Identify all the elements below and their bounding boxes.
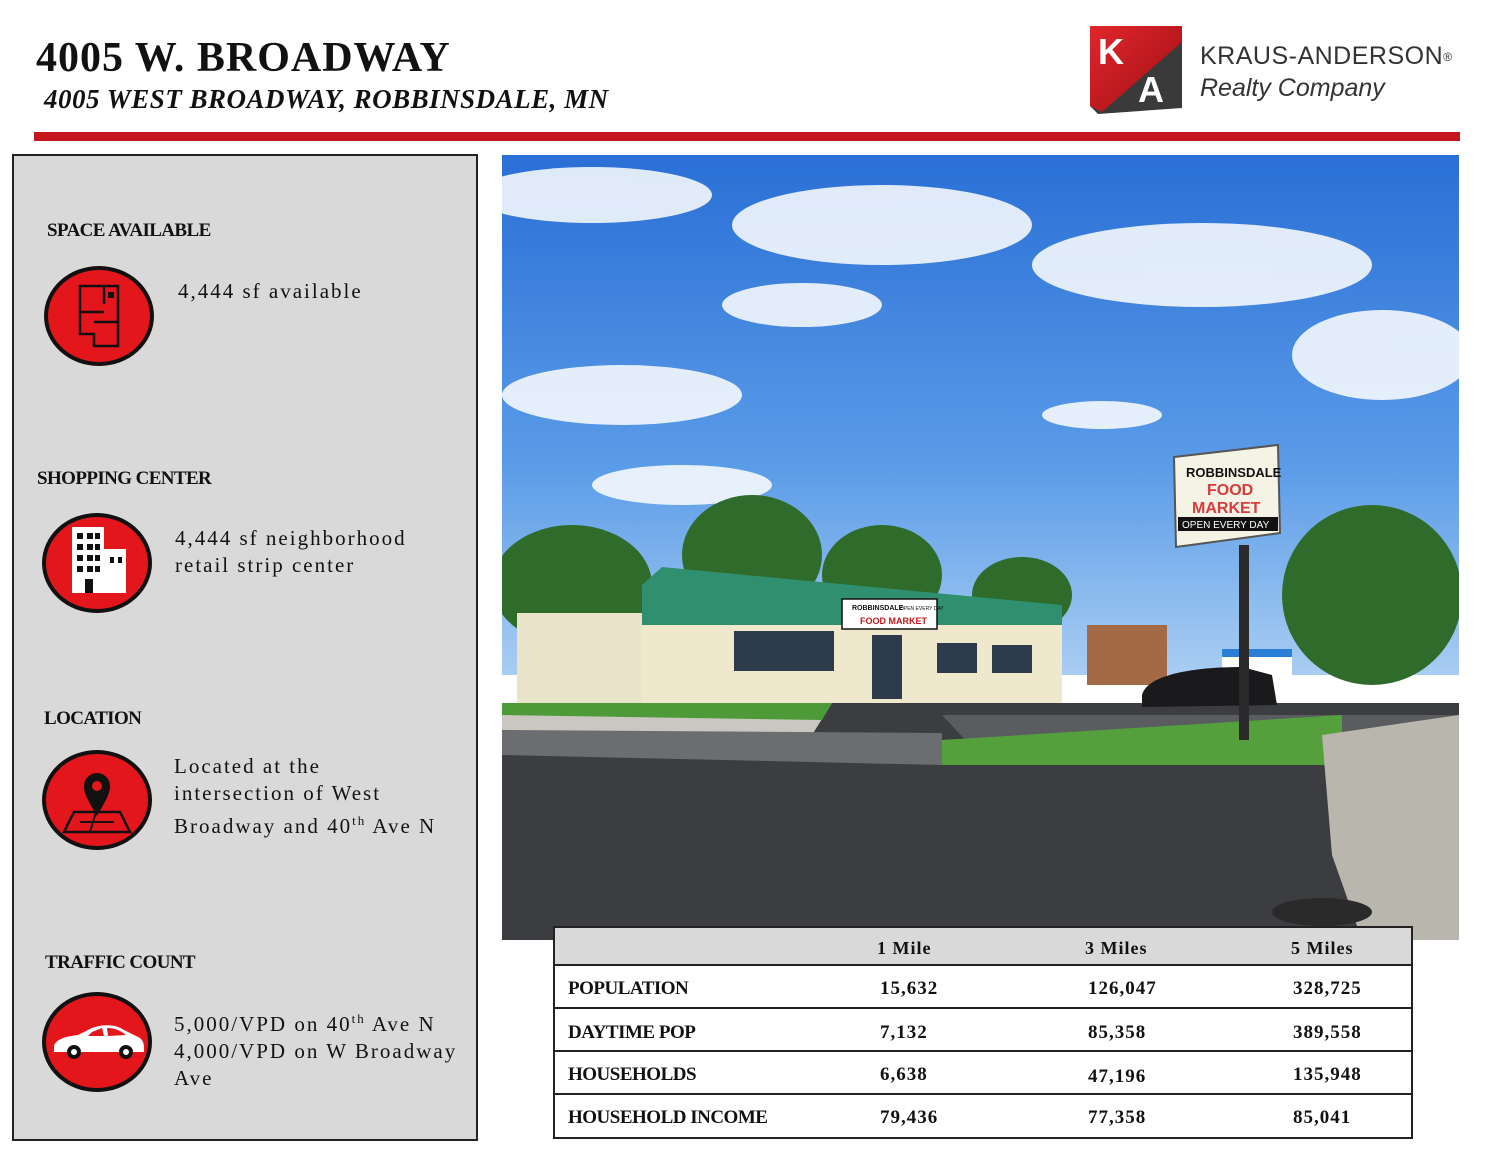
pole-sign-line-1: ROBBINSDALE — [1186, 465, 1282, 480]
badge-letter-a: A — [1138, 69, 1164, 110]
shopping-center-line-2: retail strip center — [175, 553, 356, 577]
table-row — [555, 1009, 1411, 1052]
row-label: HOUSEHOLDS — [568, 1064, 697, 1085]
table-cell: 389,558 — [1293, 1022, 1362, 1043]
location-heading: LOCATION — [44, 708, 142, 729]
pole-sign-line-3: MARKET — [1192, 500, 1261, 517]
badge-letter-k: K — [1098, 31, 1124, 72]
column-header-5-miles: 5 Miles — [1291, 938, 1354, 958]
buildings-icon — [40, 511, 154, 615]
property-summary-panel — [12, 154, 478, 1141]
registered-mark: ® — [1443, 50, 1453, 64]
row-label: HOUSEHOLD INCOME — [568, 1107, 768, 1128]
storefront-sign-line-3: OPEN EVERY DAY — [900, 606, 944, 612]
table-cell: 85,041 — [1293, 1107, 1352, 1128]
table-cell: 15,632 — [880, 978, 939, 999]
storefront-scene — [502, 155, 1459, 940]
column-header-3-miles: 3 Miles — [1085, 938, 1148, 958]
traffic-count-text — [174, 1005, 457, 1092]
traffic-line-3: Ave — [174, 1066, 214, 1090]
location-line-3 — [174, 807, 436, 840]
shopping-center-line-1: 4,444 sf neighborhood — [175, 526, 407, 550]
storefront-sign-line-1: ROBBINSDALE — [852, 605, 904, 612]
table-cell: 126,047 — [1088, 978, 1157, 999]
location-text — [174, 753, 436, 840]
table-cell: 328,725 — [1293, 978, 1362, 999]
table-row — [555, 966, 1411, 1009]
traffic-count-heading: TRAFFIC COUNT — [45, 952, 196, 973]
table-cell: 47,196 — [1088, 1066, 1147, 1087]
location-line-2: intersection of West — [174, 781, 382, 805]
row-label: POPULATION — [568, 978, 689, 999]
demographics-table — [553, 926, 1413, 1139]
table-cell: 135,948 — [1293, 1064, 1362, 1085]
traffic-ordinal-suffix: th — [351, 1011, 366, 1026]
location-ordinal-suffix: th — [352, 813, 367, 828]
pole-sign-line-4: OPEN EVERY DAY — [1182, 520, 1270, 531]
space-available-text: 4,444 sf available — [178, 279, 363, 303]
header-divider — [34, 132, 1460, 141]
table-cell: 7,132 — [880, 1022, 928, 1043]
page-title: 4005 W. BROADWAY — [36, 35, 451, 81]
table-row — [555, 1095, 1411, 1138]
storefront-sign-line-2: FOOD MARKET — [860, 616, 927, 626]
company-tagline: Realty Company — [1200, 74, 1385, 102]
table-cell: 79,436 — [880, 1107, 939, 1128]
shopping-center-heading: SHOPPING CENTER — [37, 468, 212, 489]
location-line-3-end: Ave N — [366, 814, 437, 838]
space-available-heading: SPACE AVAILABLE — [47, 220, 211, 241]
company-name-text: KRAUS-ANDERSON — [1200, 42, 1444, 70]
location-line-1: Located at the — [174, 754, 321, 778]
table-cell: 6,638 — [880, 1064, 928, 1085]
ka-badge-icon — [1088, 22, 1184, 116]
company-name — [1200, 42, 1453, 71]
traffic-line-1-end: Ave N — [365, 1012, 436, 1036]
floor-plan-icon — [42, 264, 156, 368]
table-header-row — [555, 928, 1411, 966]
map-pin-icon — [40, 748, 154, 852]
traffic-line-1 — [174, 1005, 457, 1038]
shopping-center-text — [175, 525, 407, 579]
pole-sign-line-2: FOOD — [1207, 482, 1254, 499]
location-line-3-text: Broadway and 40 — [174, 814, 353, 838]
property-address: 4005 WEST BROADWAY, ROBBINSDALE, MN — [44, 84, 609, 114]
table-cell: 77,358 — [1088, 1107, 1147, 1128]
company-logo — [1088, 22, 1460, 116]
property-photo — [502, 155, 1459, 940]
traffic-line-1-text: 5,000/VPD on 40 — [174, 1012, 352, 1036]
table-row — [555, 1052, 1411, 1095]
table-cell: 85,358 — [1088, 1022, 1147, 1043]
traffic-line-2: 4,000/VPD on W Broadway — [174, 1039, 458, 1063]
column-header-1-mile: 1 Mile — [877, 938, 932, 958]
car-icon — [40, 990, 154, 1094]
row-label: DAYTIME POP — [568, 1022, 696, 1043]
